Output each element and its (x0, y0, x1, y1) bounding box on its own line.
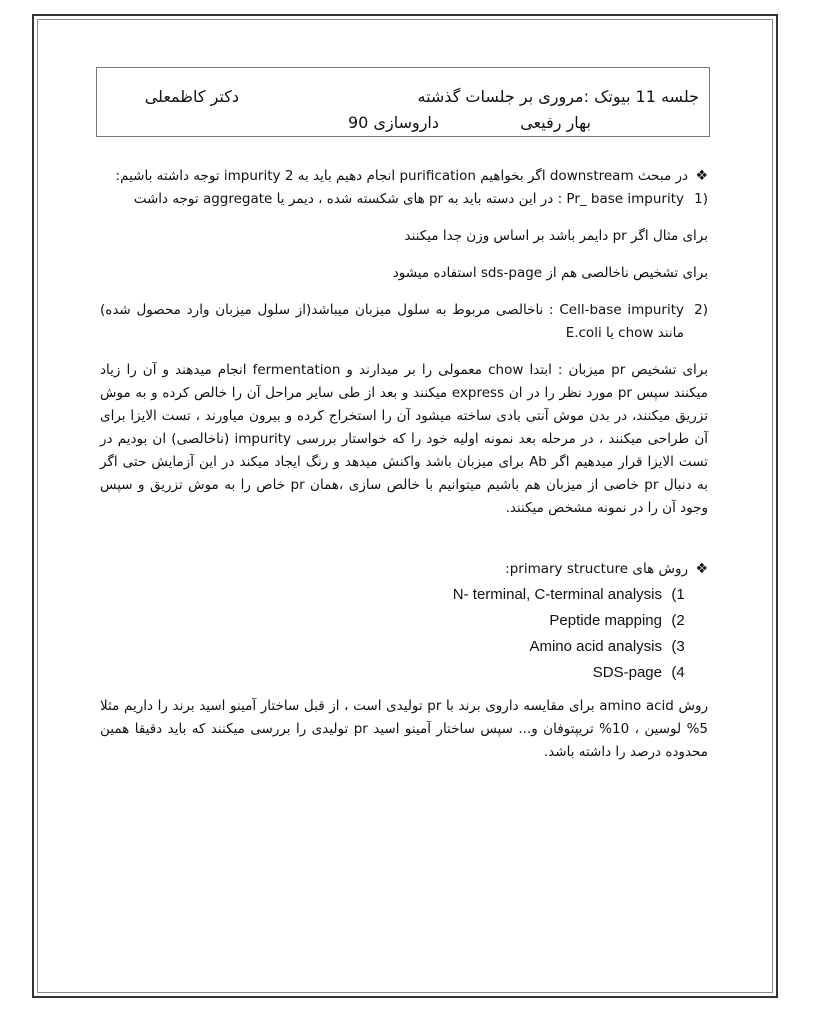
paragraph-dimer: برای مثال اگر pr دایمر باشد بر اساس وزن جدا میکنند (404, 228, 708, 244)
session-title: جلسه 11 بیوتک :مروری بر جلسات گذشته (417, 87, 699, 106)
method-list (100, 581, 708, 685)
header-box (96, 67, 710, 137)
teacher-name: دکتر کاظمعلی (144, 87, 239, 106)
paragraph-amino-acid: روش amino acid برای مقایسه داروی برند با pr تولیدی است ، از قبل ساختار آمینو اسید برند را داریم مثلا 5% لوسین ، 10% تریپتوفان و... سپس ساختار آمینو اسید pr تولیدی را بررسی میکنند که باید دقیقا همین محدوده درصد را داشته باشد. (100, 698, 709, 760)
item-number: (2 (694, 302, 708, 318)
primary-structure-bullet (100, 558, 708, 581)
primary-structure-heading: روش های primary structure: (505, 561, 688, 577)
intro-text: در مبحث downstream اگر بخواهیم purification انجام دهیم باید به 2 impurity توجه داشته باشیم: (115, 168, 688, 184)
item-number: (1 (694, 191, 708, 207)
paragraph-sds: برای تشخیص ناخالصی هم از sds-page استفاده میشود (392, 265, 708, 281)
paragraph-host-pr: برای تشخیص pr میزبان : ابتدا chow معمولی را بر میدارند و fermentation انجام میدهند و آن را زیاد میکنند سپس pr مورد نظر را در ان express میکنند و بعد از طی سایر مراحل آن را خالص کرده و به موش تزریق میکنند، در بدن موش آنتی بادی ساخته میشود آن را استخراج کرده و بیرون میاورند ، تست الایزا برای آن طراحی میکنند ، در مرحله بعد نمونه اولیه خود را که خواستار بررسی impurity (ناخالصی) ان بودیم در تست الایزا قرار میدهیم اگر Ab برای میزبان باشد واکنش میدهد و رنگ ایجاد میکند در این آزمایش حتی اگر به دنبال pr خاصی از میزبان هم باشیم میتوانیم با خالص سازی ،همان pr خاص را به موش تزریق و سپس وجود آن را در نمونه مشخص میکنند. (100, 362, 709, 516)
document-body (100, 165, 708, 764)
author-name: بهار رفیعی (520, 113, 591, 132)
list-item: (1 N- terminal, C-terminal analysis (452, 585, 685, 603)
numbered-item-1 (100, 188, 708, 211)
diamond-bullet-icon: ❖ (695, 561, 708, 577)
intro-bullet (100, 165, 708, 188)
item-text: Pr_ base impurity : در این دسته باید به pr های شکسته شده ، دیمر یا aggregate توجه داشت (133, 191, 684, 207)
diamond-bullet-icon: ❖ (695, 168, 708, 184)
course-name: داروسازی 90 (348, 113, 439, 132)
item-text: Cell-base impurity : ناخالصی مربوط به سلول میزبان میباشد(از سلول میزبان وارد محصول شده) مانند chow یا E.coli (100, 302, 684, 341)
numbered-item-2 (100, 299, 708, 345)
list-item: (3 Amino acid analysis (529, 637, 685, 655)
list-item: (4 SDS-page (592, 663, 685, 681)
list-item: (2 Peptide mapping (549, 611, 685, 629)
